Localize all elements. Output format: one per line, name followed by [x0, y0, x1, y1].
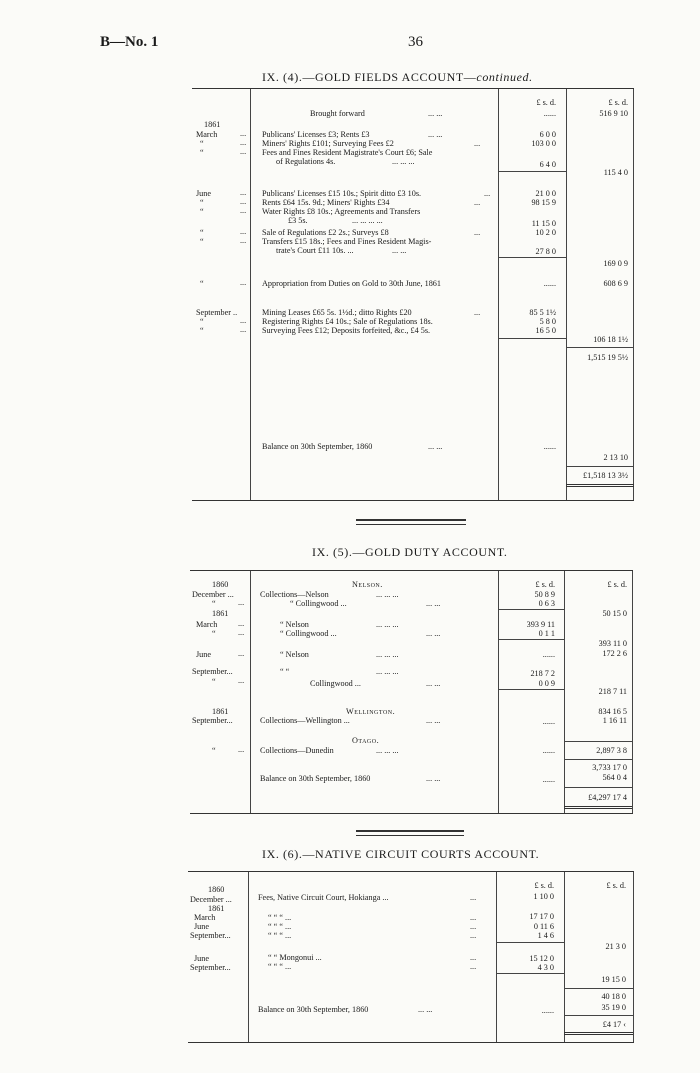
grand-total: £1,518 13 3½: [582, 471, 628, 480]
entry-description: Collections—Dunedin: [260, 746, 334, 755]
line-total: 608 6 9: [603, 279, 628, 288]
entry-amount: 1 4 6: [537, 931, 554, 940]
subtotal: 1,515 19 5½: [587, 353, 628, 362]
leader-dots: ... ...: [426, 629, 441, 638]
leader-dots: ...: [240, 316, 247, 325]
entry-amount: 0 1 1: [538, 629, 555, 638]
entry-description: Water Rights £8 10s.; Agreements and Transfers: [262, 207, 421, 216]
gold-duty-account-table: [190, 570, 633, 814]
leader-dots: ... ... ...: [376, 620, 399, 629]
district-heading-otago: Otago.: [352, 736, 380, 745]
leader-dots: ... ...: [428, 130, 443, 139]
subtotal: 115 4 0: [603, 168, 628, 177]
year-label: 1861: [212, 609, 229, 618]
entry-description: “ “ “ ...: [268, 931, 292, 940]
balance-label: Balance on 30th September, 1860: [262, 442, 373, 451]
ditto-mark: “: [200, 207, 204, 216]
leader-dots: ...: [470, 962, 477, 971]
leader-dots: ... ...: [426, 716, 441, 725]
leader-dots: ...: [240, 138, 247, 147]
col-header-subitems: £ s. d.: [535, 580, 555, 589]
leader-dots: ...: [474, 228, 481, 237]
native-circuit-courts-account-title: IX. (6).—NATIVE CIRCUIT COURTS ACCOUNT.: [262, 847, 540, 861]
entry-description: “ Nelson: [280, 650, 309, 659]
leader-dots: ...: [240, 147, 247, 156]
entry-description: Surveying Fees £12; Deposits forfeited, &c., £4 5s.: [262, 326, 431, 335]
leader-dots: ...: [240, 129, 247, 138]
entry-amount: 0 0 9: [538, 679, 555, 688]
leader-dots: ...: [240, 197, 247, 206]
entry-amount: 393 9 11: [526, 620, 555, 629]
entry-amount: 0 11 6: [533, 922, 554, 931]
entry-amount: 218 7 2: [530, 669, 555, 678]
balance-amount: 35 19 0: [601, 1003, 626, 1012]
leader-dots: ...: [238, 649, 245, 658]
ditto-mark: “: [200, 148, 204, 157]
district-heading-nelson: Nelson.: [352, 580, 383, 589]
leader-dots: ... ...: [418, 1005, 433, 1014]
entry-description: Publicans' Licenses £15 10s.; Spirit ditto £3 10s.: [262, 189, 422, 198]
leader-dots: ... ... ... ...: [352, 216, 383, 225]
entry-description: “ “ “ ...: [268, 962, 292, 971]
gold-duty-account-title: IX. (5).—GOLD DUTY ACCOUNT.: [312, 545, 508, 559]
year-label: 1861: [204, 120, 221, 129]
year-label: 1860: [208, 885, 225, 894]
month-label: September...: [192, 716, 233, 725]
leader-dots: ...: [238, 628, 245, 637]
entry-description: “ “ “ ...: [268, 913, 292, 922]
entry-description: Appropriation from Duties on Gold to 30th June, 1861: [262, 279, 441, 288]
leader-dots: ...: [470, 953, 477, 962]
gold-fields-account-table: [192, 88, 634, 501]
leader-dots: ... ...: [428, 109, 443, 118]
leader-dots: ...: [470, 893, 477, 902]
entry-description: Rents £64 15s. 9d.; Miners' Rights £34: [262, 198, 390, 207]
entry-description: trate's Court £11 10s. ...: [276, 246, 354, 255]
leader-dots: ...: [238, 619, 245, 628]
leader-dots: ...: [470, 913, 477, 922]
leader-dots: ...: [240, 206, 247, 215]
subtotal: 3,733 17 0: [592, 763, 627, 772]
entry-description: Collections—Wellington ...: [260, 716, 350, 725]
entry-amount: 15 12 0: [529, 954, 554, 963]
month-label: September...: [190, 963, 231, 972]
month-label: June: [194, 954, 210, 963]
entry-description: Publicans' Licenses £3; Rents £3: [262, 130, 370, 139]
line-total: 2,897 3 8: [596, 746, 627, 755]
entry-amount: ......: [543, 279, 556, 288]
entry-description: Fees and Fines Resident Magistrate's Court £6; Sale: [262, 148, 433, 157]
entry-amount: 6 4 0: [539, 160, 556, 169]
leader-dots: ...: [238, 676, 245, 685]
subtotal: 40 18 0: [601, 992, 626, 1001]
ditto-mark: “: [212, 599, 216, 608]
entry-amount: 27 8 0: [535, 247, 556, 256]
leader-dots: ...: [240, 325, 247, 334]
grand-total: £4,297 17 4: [588, 793, 627, 802]
leader-dots: ...: [238, 598, 245, 607]
leader-dots: ... ...: [428, 442, 443, 451]
entry-description: “ Nelson: [280, 620, 309, 629]
leader-dots: ... ... ...: [376, 667, 399, 676]
month-label: June: [196, 650, 212, 659]
entry-description: Registering Rights £4 10s.; Sale of Regulations 18s.: [262, 317, 433, 326]
year-label: 1860: [212, 580, 229, 589]
col-header-totals: £ s. d.: [608, 98, 628, 107]
leader-dots: ...: [240, 236, 247, 245]
month-label: September...: [192, 667, 233, 676]
col-header-totals: £ s. d.: [607, 580, 627, 589]
month-label: December ...: [190, 895, 232, 904]
entry-description: Sale of Regulations £2 2s.; Surveys £8: [262, 228, 389, 237]
balance-amount: 2 13 10: [603, 453, 628, 462]
ditto-mark: “: [200, 139, 204, 148]
leader-dots: ...: [474, 198, 481, 207]
leader-dots: ...: [474, 308, 481, 317]
ditto-mark: “: [200, 317, 204, 326]
leader-dots: ... ...: [426, 774, 441, 783]
col-header-subitems: £ s. d.: [534, 881, 554, 890]
leader-dots: ... ...: [392, 246, 407, 255]
native-circuit-courts-table: [188, 871, 634, 1043]
leader-dots: ... ... ...: [376, 590, 399, 599]
balance-subitem: ......: [543, 442, 556, 451]
brought-forward-subitem: ......: [543, 109, 556, 118]
leader-dots: ...: [470, 931, 477, 940]
balance-label: Balance on 30th September, 1860: [260, 774, 371, 783]
month-label: December ...: [192, 590, 234, 599]
leader-dots: ...: [238, 745, 245, 754]
col-header-totals: £ s. d.: [606, 881, 626, 890]
entry-amount: ......: [542, 650, 555, 659]
subtotal: 50 15 0: [602, 609, 627, 618]
entry-description: Miners' Rights £101; Surveying Fees £2: [262, 139, 394, 148]
line-total: 172 2 6: [602, 649, 627, 658]
ditto-mark: “: [200, 237, 204, 246]
balance-amount: 564 0 4: [602, 773, 627, 782]
entry-amount: 21 0 0: [535, 189, 556, 198]
entry-amount: 0 6 3: [538, 599, 555, 608]
leader-dots: ... ... ...: [376, 746, 399, 755]
entry-amount: 4 3 0: [537, 963, 554, 972]
month-label: June: [194, 922, 210, 931]
month-label: March: [194, 913, 216, 922]
ditto-mark: “: [212, 677, 216, 686]
subtotal: 169 0 9: [603, 259, 628, 268]
entry-description: Collingwood ...: [310, 679, 361, 688]
entry-amount: 10 2 0: [535, 228, 556, 237]
subtotal: 218 7 11: [598, 687, 627, 696]
leader-dots: ...: [240, 227, 247, 236]
balance-subitem: ......: [541, 1006, 554, 1015]
entry-amount: ......: [542, 717, 555, 726]
entry-description: “ Collingwood ...: [280, 629, 337, 638]
year-label: 1861: [212, 707, 229, 716]
leader-dots: ...: [240, 188, 247, 197]
entry-amount: 1 10 0: [533, 892, 554, 901]
ditto-mark: “: [200, 198, 204, 207]
entry-description: Transfers £15 18s.; Fees and Fines Resident Magis-: [262, 237, 432, 246]
gold-fields-account-title: IX. (4).—GOLD FIELDS ACCOUNT—continued.: [262, 70, 533, 84]
entry-description: Fees, Native Circuit Court, Hokianga ...: [258, 893, 389, 902]
district-heading-wellington: Wellington.: [346, 707, 396, 716]
leader-dots: ...: [240, 278, 247, 287]
line-total: 834 16 5: [598, 707, 627, 716]
entry-description: £3 5s.: [288, 216, 308, 225]
month-label: March: [196, 130, 218, 139]
subtotal: 19 15 0: [601, 975, 626, 984]
document-reference: B—No. 1: [100, 34, 159, 50]
month-label: March: [196, 620, 218, 629]
leader-dots: ... ...: [426, 599, 441, 608]
leader-dots: ... ... ...: [392, 157, 415, 166]
entry-description: “ Collingwood ...: [290, 599, 347, 608]
subtotal: 106 18 1½: [593, 335, 628, 344]
entry-amount: 103 0 0: [531, 139, 556, 148]
entry-description: of Regulations 4s.: [276, 157, 336, 166]
leader-dots: ... ... ...: [376, 650, 399, 659]
entry-description: Collections—Nelson: [260, 590, 329, 599]
entry-description: “ “: [280, 667, 290, 676]
year-label: 1861: [208, 904, 225, 913]
grand-total: £4 17 ‹: [602, 1020, 626, 1029]
entry-description: “ “ Mongonui ...: [268, 953, 322, 962]
entry-amount: 17 17 0: [529, 912, 554, 921]
col-header-subitems: £ s. d.: [536, 98, 556, 107]
entry-description: “ “ “ ...: [268, 922, 292, 931]
entry-amount: 98 15 9: [531, 198, 556, 207]
entry-amount: 16 5 0: [535, 326, 556, 335]
entry-amount: 6 0 0: [539, 130, 556, 139]
leader-dots: ... ...: [426, 679, 441, 688]
line-total: 1 16 11: [602, 716, 627, 725]
entry-amount: 50 8 9: [534, 590, 555, 599]
page-number: 36: [408, 34, 423, 50]
month-label: June: [196, 189, 212, 198]
brought-forward-label: Brought forward: [310, 109, 365, 118]
brought-forward-total: 516 9 10: [599, 109, 628, 118]
subtotal: 21 3 0: [605, 942, 626, 951]
balance-label: Balance on 30th September, 1860: [258, 1005, 369, 1014]
entry-description: Mining Leases £65 5s. 1½d.; ditto Rights £20: [262, 308, 412, 317]
leader-dots: ...: [484, 189, 491, 198]
entry-amount: 85 5 1½: [529, 308, 556, 317]
entry-amount: 5 8 0: [539, 317, 556, 326]
month-label: September ..: [196, 308, 238, 317]
ditto-mark: “: [200, 326, 204, 335]
subtotal: 393 11 0: [598, 639, 627, 648]
balance-subitem: ......: [542, 775, 555, 784]
entry-amount: ......: [542, 746, 555, 755]
leader-dots: ...: [470, 922, 477, 931]
ditto-mark: “: [212, 746, 216, 755]
ditto-mark: “: [212, 629, 216, 638]
month-label: September...: [190, 931, 231, 940]
ditto-mark: “: [200, 279, 204, 288]
leader-dots: ...: [474, 139, 481, 148]
entry-amount: 11 15 0: [531, 219, 556, 228]
ditto-mark: “: [200, 228, 204, 237]
